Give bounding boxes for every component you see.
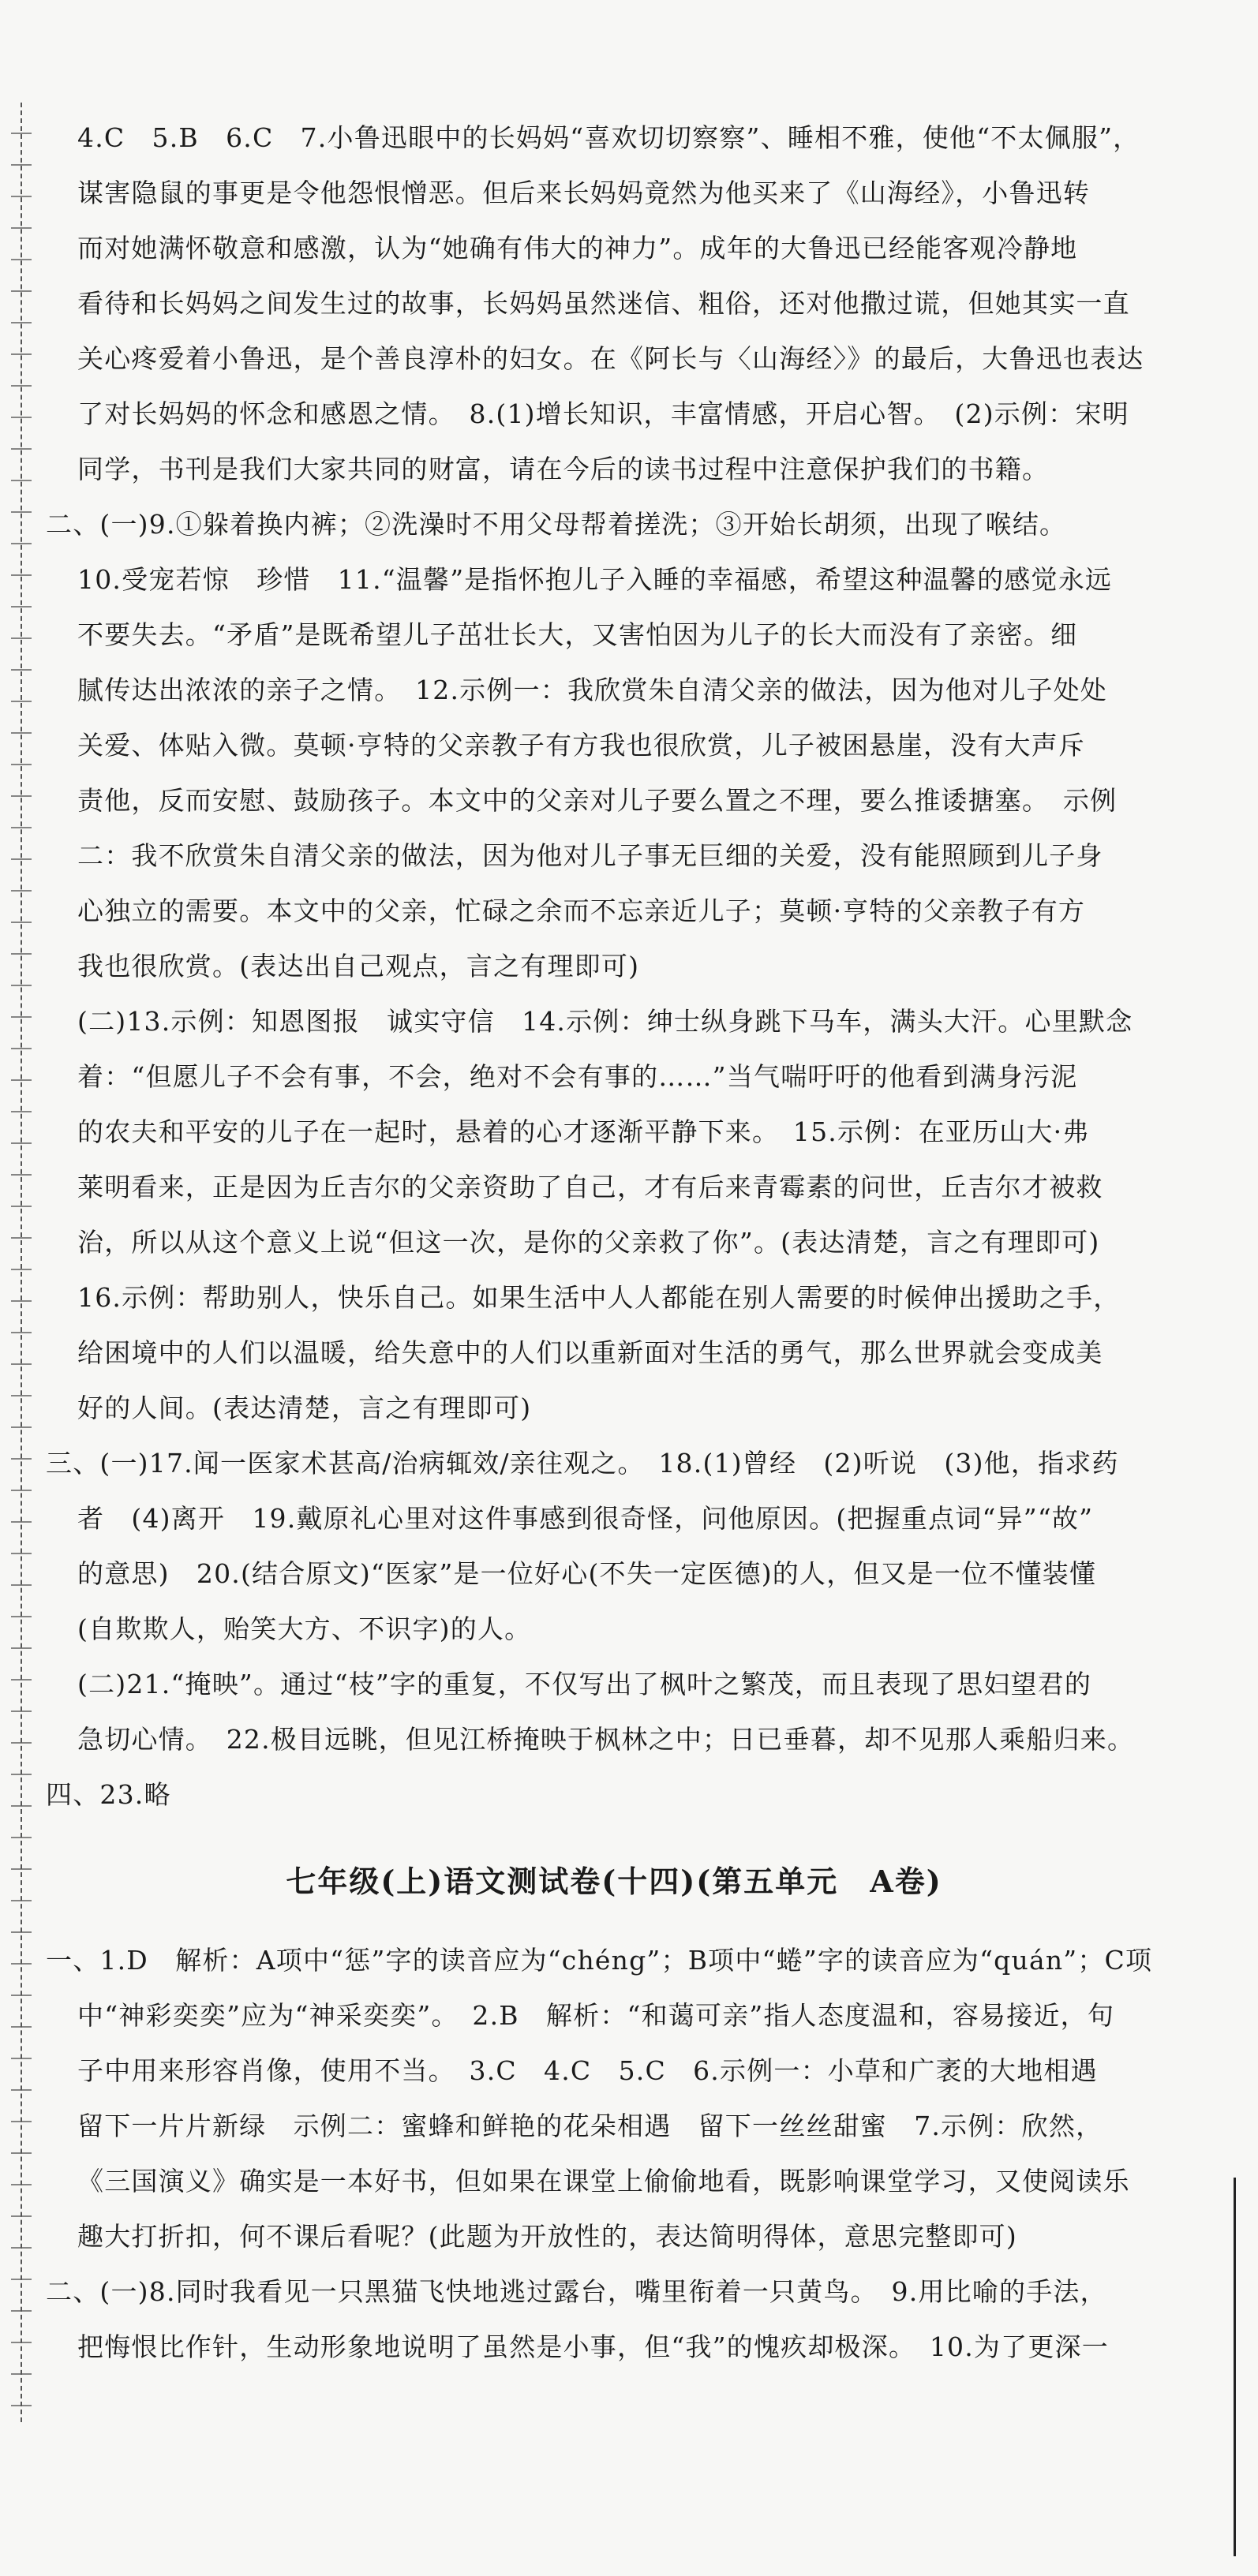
answer-line: 二：我不欣赏朱自清父亲的做法，因为他对儿子事无巨细的关爱，没有能照顾到儿子身 [77,840,1103,871]
answer-line: 腻传达出浓浓的亲子之情。 12.示例一：我欣赏朱自清父亲的做法，因为他对儿子处处 [77,675,1107,705]
answer-line: 看待和长妈妈之间发生过的故事，长妈妈虽然迷信、粗俗，还对他撒过谎，但她其实一直 [77,288,1130,319]
binding-tick-marks [11,103,32,2422]
answer-line: 着：“但愿儿子不会有事，不会，绝对不会有事的……”当气喘吁吁的他看到满身污泥 [77,1061,1078,1092]
section-title: 七年级(上)语文测试卷(十四)(第五单元 A卷) [286,1864,942,1899]
answer-line: 趣大打折扣，何不课后看呢？(此题为开放性的，表达简明得体，意思完整即可) [77,2221,1017,2252]
answer-line: 治，所以从这个意义上说“但这一次，是你的父亲救了你”。(表达清楚，言之有理即可) [77,1227,1100,1258]
answer-line: 责他，反而安慰、鼓励孩子。本文中的父亲对儿子要么置之不理，要么推诿搪塞。 示例 [77,785,1118,816]
answer-line: 子中用来形容肖像，使用不当。 3.C 4.C 5.C 6.示例一：小草和广袤的大地相遇 [77,2055,1098,2086]
answer-line: 的意思) 20.(结合原文)“医家”是一位好心(不失一定医德)的人，但又是一位不懂装懂 [77,1558,1097,1589]
answer-line: 三、(一)17.闻一医家术甚高/治病辄效/亲往观之。 18.(1)曾经 (2)听说 (3)他，指求药 [46,1448,1119,1479]
answer-content [46,110,1182,2375]
answer-line: (二)13.示例：知恩图报 诚实守信 14.示例：绅士纵身跳下马车，满头大汗。心里默念 [77,1006,1133,1037]
answer-line: 了对长妈妈的怀念和感恩之情。 8.(1)增长知识，丰富情感，开启心智。 (2)示例：宋明 [77,398,1129,429]
answer-line: 二、(一)8.同时我看见一只黑猫飞快地逃过露台，嘴里衔着一只黄鸟。 9.用比喻的手法， [46,2276,1107,2307]
answer-line: 留下一片片新绿 示例二：蜜蜂和鲜艳的花朵相遇 留下一丝丝甜蜜 7.示例：欣然， [77,2111,1103,2141]
answer-line: 急切心情。 22.极目远眺，但见江桥掩映于枫林之中；日已垂暮，却不见那人乘船归来。 [77,1724,1135,1755]
answer-block-unit-four [46,110,1182,1823]
answer-line: 《三国演义》确实是一本好书，但如果在课堂上偷偷地看，既影响课堂学习，又使阅读乐 [77,2166,1130,2197]
answer-line: 我也很欣赏。(表达出自己观点，言之有理即可) [77,951,640,981]
answer-line: 的农夫和平安的儿子在一起时，悬着的心才逐渐平静下来。 15.示例：在亚历山大·弗 [77,1116,1090,1147]
answer-line: 关爱、体贴入微。莫顿·亨特的父亲教子有方我也很欣赏，儿子被困悬崖，没有大声斥 [77,730,1086,761]
answer-line: 中“神彩奕奕”应为“神采奕奕”。 2.B 解析：“和蔼可亲”指人态度温和，容易接近，句 [77,2000,1115,2031]
answer-block-unit-five [46,1933,1182,2375]
answer-line: 谋害隐鼠的事更是令他怨恨憎恶。但后来长妈妈竟然为他买来了《山海经》，小鲁迅转 [77,178,1091,208]
page-edge-shadow [1234,2178,1236,2556]
answer-line: 把悔恨比作针，生动形象地说明了虽然是小事，但“我”的愧疚却极深。 10.为了更深一 [77,2331,1109,2362]
answer-line: 而对她满怀敬意和感激，认为“她确有伟大的神力”。成年的大鲁迅已经能客观冷静地 [77,233,1078,264]
answer-line: 心独立的需要。本文中的父亲，忙碌之余而不忘亲近儿子；莫顿·亨特的父亲教子有方 [77,895,1086,926]
answer-line: 不要失去。“矛盾”是既希望儿子茁壮长大，又害怕因为儿子的长大而没有了亲密。细 [77,619,1078,650]
answer-line: 给困境中的人们以温暖，给失意中的人们以重新面对生活的勇气，那么世界就会变成美 [77,1337,1103,1368]
answer-line: 好的人间。(表达清楚，言之有理即可) [77,1393,532,1423]
answer-line: 四、23.略 [46,1779,171,1810]
answer-line: (二)21.“掩映”。通过“枝”字的重复，不仅写出了枫叶之繁茂，而且表现了思妇望君的 [77,1669,1092,1699]
answer-line: 关心疼爱着小鲁迅，是个善良淳朴的妇女。在《阿长与〈山海经〉》的最后，大鲁迅也表达 [77,343,1144,374]
answer-line: 莱明看来，正是因为丘吉尔的父亲资助了自己，才有后来青霉素的问世，丘吉尔才被救 [77,1172,1103,1202]
answer-line: 一、1.D 解析：A项中“惩”字的读音应为“chéng”；B项中“蜷”字的读音应为“quán”；C项 [46,1945,1153,1976]
answer-line: 同学，书刊是我们大家共同的财富，请在今后的读书过程中注意保护我们的书籍。 [77,454,1050,484]
answer-line: 者 (4)离开 19.戴原礼心里对这件事感到很奇怪，问他原因。(把握重点词“异”“故” [77,1503,1094,1534]
answer-line: 10.受宠若惊 珍惜 11.“温馨”是指怀抱儿子入睡的幸福感，希望这种温馨的感觉永远 [77,564,1113,595]
answer-line: 4.C 5.B 6.C 7.小鲁迅眼中的长妈妈“喜欢切切察察”、睡相不雅，使他“不太佩服”， [77,122,1140,153]
answer-line: 二、(一)9.①躲着换内裤；②洗澡时不用父母帮着搓洗；③开始长胡须，出现了喉结。 [46,509,1067,540]
answer-line: 16.示例：帮助别人，快乐自己。如果生活中人人都能在别人需要的时候伸出援助之手， [77,1282,1121,1313]
answer-line: (自欺欺人，贻笑大方、不识字)的人。 [77,1613,532,1644]
